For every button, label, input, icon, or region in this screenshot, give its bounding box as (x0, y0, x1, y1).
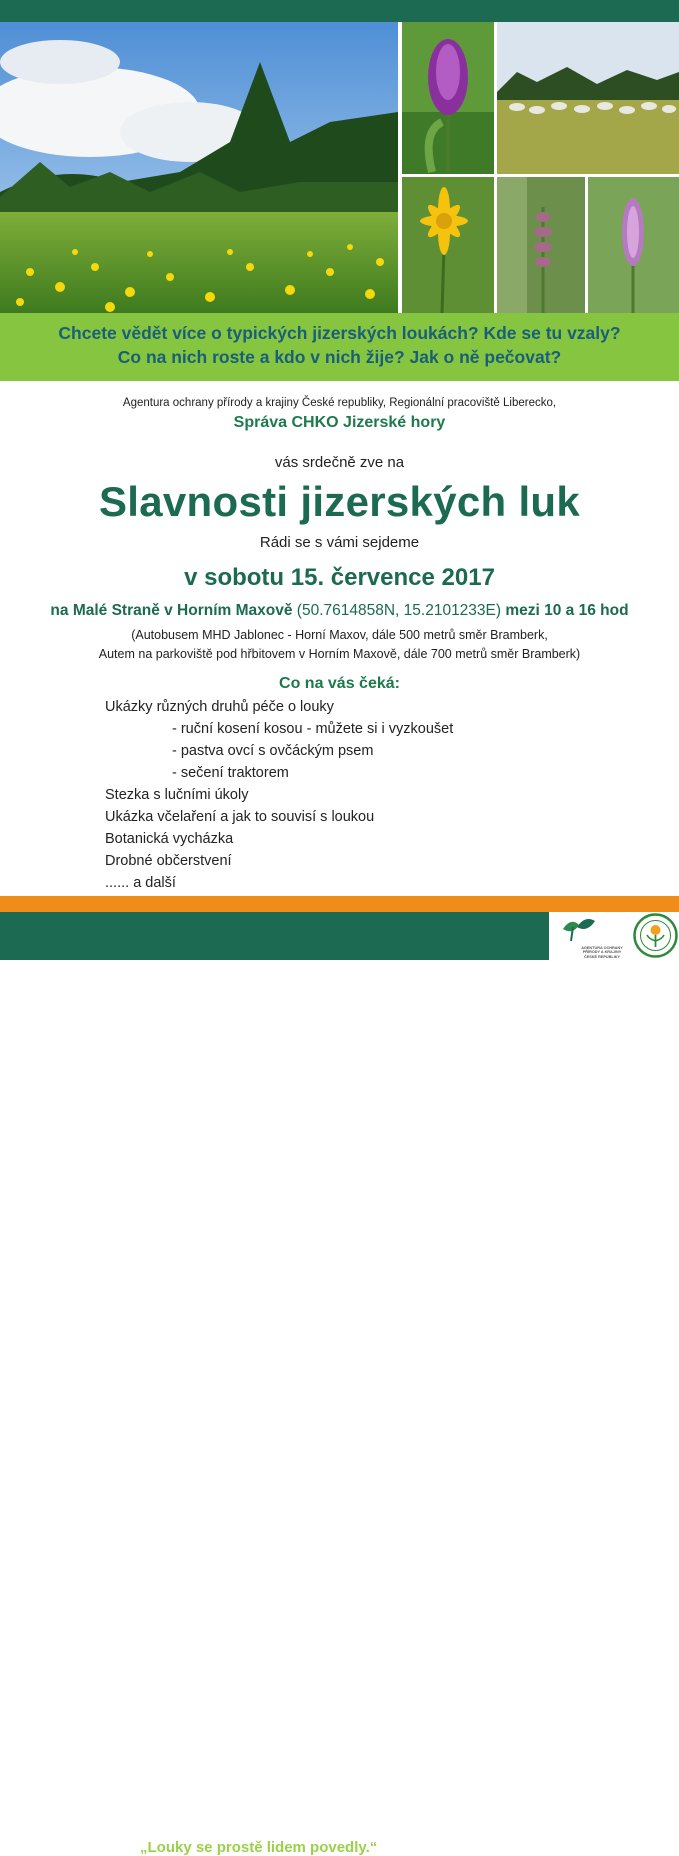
agency-logo (557, 915, 627, 959)
list-item: ...... a další (105, 875, 176, 891)
sheep-photo (497, 22, 679, 174)
list-item: Drobné občerstvení (105, 853, 232, 869)
question-line-1: Chcete vědět více o typických jizerských loukách? Kde se tu vzaly? (58, 323, 621, 343)
list-item: - sečení traktorem (172, 765, 289, 781)
chko-seal-logo (633, 913, 678, 958)
administration-name: Správa CHKO Jizerské hory (233, 414, 446, 431)
question-banner (0, 313, 679, 381)
organization-text: Agentura ochrany přírody a krajiny České republiky, Regionální pracoviště Liberecko, (122, 397, 557, 409)
place-name: na Malé Straně v Horním Maxově (50, 602, 293, 619)
list-item: Botanická vycházka (105, 831, 234, 847)
list-item: Ukázky různých druhů péče o louky (105, 699, 334, 715)
orchid-pink-photo (588, 177, 679, 313)
place-coordinates: (50.7614858N, 15.2101233E) (296, 602, 502, 619)
event-date: v sobotu 15. července 2017 (184, 564, 495, 591)
transport-bus: (Autobusem MHD Jablonec - Horní Maxov, dále 500 metrů směr Bramberk, (131, 628, 548, 642)
orange-stripe (0, 896, 679, 912)
photo-collage (0, 22, 679, 313)
invites-text: vás srdečně zve na (274, 454, 405, 471)
logo-panel (549, 912, 679, 960)
agency-logo-text: AGENTURA OCHRANY PŘÍRODY A KRAJINY ČESKÉ REPUBLIKY (581, 946, 623, 959)
footer-slogan: „Louky se prostě lidem povedly.“ (140, 1839, 378, 1856)
event-place (0, 602, 679, 620)
program-heading: Co na vás čeká: (279, 675, 400, 692)
arnica-photo (402, 177, 494, 313)
list-item: Stezka s lučními úkoly (105, 787, 249, 803)
top-bar (0, 0, 679, 22)
list-item: Ukázka včelaření a jak to souvisí s loukou (105, 809, 375, 825)
list-item: - ruční kosení kosou - můžete si i vyzkoušet (172, 721, 454, 737)
orchid-photo (402, 22, 494, 174)
meadow-photo (0, 22, 398, 313)
program-list (105, 696, 453, 894)
meet-line: Rádi se s vámi sejdeme (259, 534, 420, 551)
transport-info (0, 626, 679, 664)
list-item: - pastva ovcí s ovčáckým psem (172, 743, 374, 759)
event-hours: mezi 10 a 16 hod (505, 602, 629, 619)
question-line-2: Co na nich roste a kdo v nich žije? Jak o ně pečovat? (117, 347, 562, 367)
orchid-spike-photo (497, 177, 585, 313)
transport-car: Autem na parkoviště pod hřbitovem v Horním Maxově, dále 700 metrů směr Bramberk) (98, 647, 581, 661)
event-title: Slavnosti jizerských luk (98, 478, 581, 525)
